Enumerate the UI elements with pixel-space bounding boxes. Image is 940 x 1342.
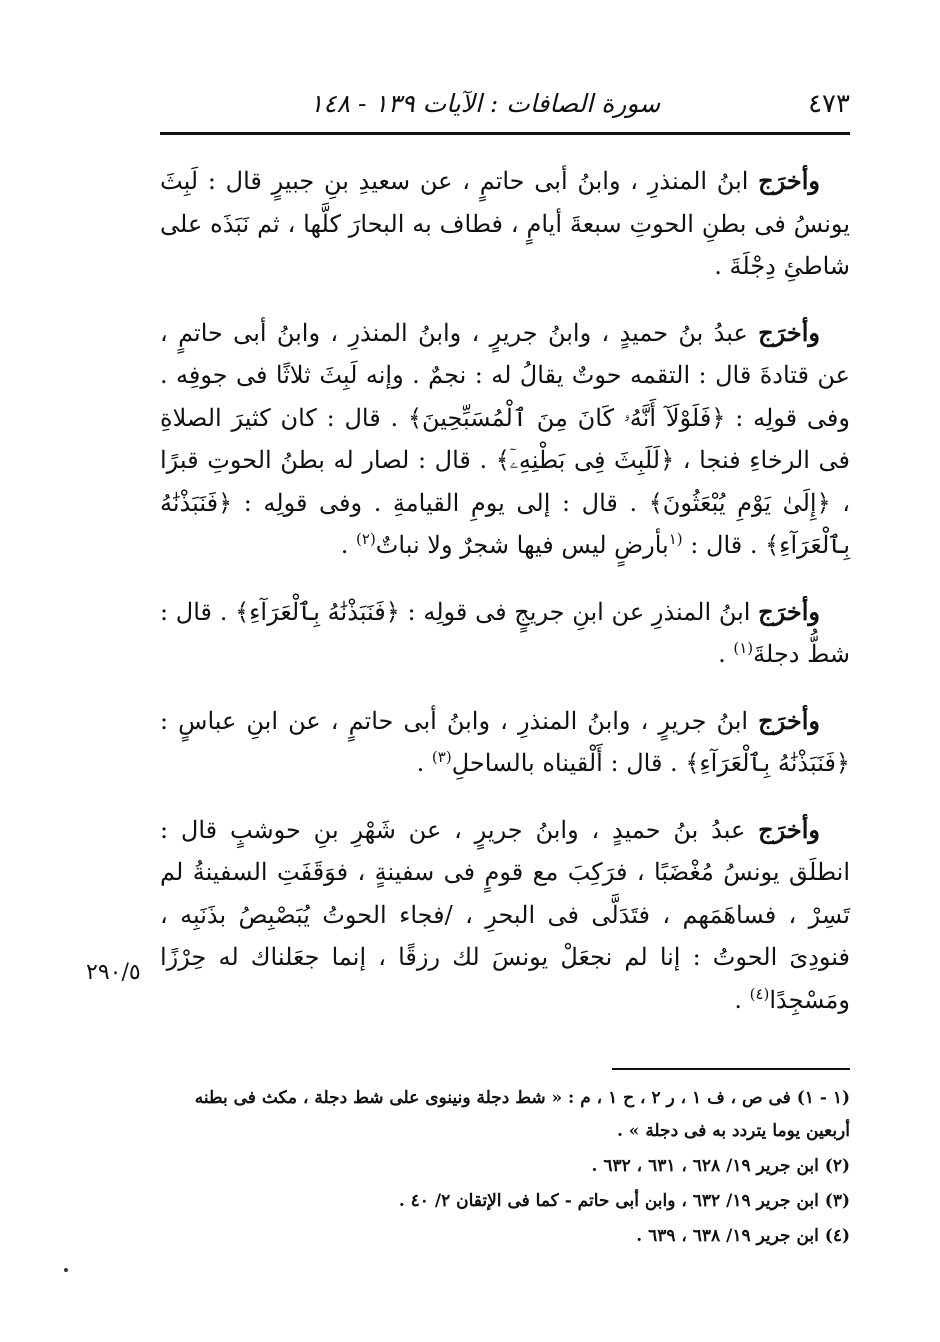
footnote-ref: (١ [668,530,683,548]
paragraph-text: . قال : لصار له بطنُ الحوتِ قبرًا ، [160,446,851,517]
quran-quote: ﴿فَنَبَذْنَٰهُ بِٱلْعَرَآءِ﴾ [235,597,400,626]
paragraph-lead: وأخرَج [758,814,820,844]
header-rule [160,132,850,135]
footnote-ref: (١) [733,639,754,657]
footnote-ref: (٣) [431,748,452,766]
paragraph-2 [160,312,850,567]
paragraph-lead: وأخرَج [758,166,820,195]
paragraph-5 [160,809,850,1022]
paragraph-1 [160,160,850,288]
paragraph-text: عبدُ بنُ حميدٍ ، وابنُ جريرٍ ، وابنُ المنذرِ ، وابنُ أبى حاتمٍ ، عن قتادةَ قال : التقمه حوتٌ يقالُ له : نجمٌ . وإنه لَبِثَ ثلاثًا فى جوفِه . وفى قولِه : [160,318,850,432]
paragraph-text: . قال : كان كثيرَ الصلاةِ فى الرخاءِ فنجا ، [160,403,850,474]
ink-speck [64,1268,68,1272]
paragraph-text: ابنُ المنذرِ ، وابنُ أبى حاتمٍ ، عن سعيدِ بنِ جبيرٍ قال : لَبِثَ يونسُ فى بطنِ الحوتِ سبعةَ أيامٍ ، فطاف به البحارَ كلَّها ، ثم نَبَذَه على شاطئِ دِجْلَةَ . [160,167,850,280]
paragraph-text: . [416,749,432,777]
paragraph-3 [160,591,850,676]
paragraph-text: . [734,985,750,1014]
quran-quote: ﴿فَنَبَذْنَٰهُ بِٱلْعَرَآءِ﴾ [160,488,850,559]
running-title: سورة الصافات : الآيات ١٣٩ - ١٤٨ [309,89,661,118]
paragraph-text: . قال : إلى يومِ القيامةِ . وفى قولِه : [232,488,649,517]
quran-quote: ﴿فَلَوْلَآ أَنَّهُۥ كَانَ مِنَ ٱلْمُسَبِّحِينَ﴾ [407,403,726,432]
quran-quote: ﴿لَلَبِثَ فِى بَطْنِهِۦٓ﴾ [495,446,675,474]
paragraph-text: . [340,531,357,559]
paragraph-lead: وأخرَج [758,317,820,347]
paragraph-text: . قال : شطُّ دجلةَ [160,597,850,668]
paragraph-text: . قال : أَلْقيناه بالساحلِ [451,749,686,777]
footnote: (٣) ابن جرير ١٩/ ٦٣٢ ، وابن أبى حاتم - كما فى الإتقان ٢/ ٤٠ . [398,1191,850,1211]
quran-quote: ﴿إِلَىٰ يَوْمِ يُبْعَثُونَ﴾ [648,488,831,517]
paragraph-text: ابنُ المنذرِ عن ابنِ جريجٍ فى قولِه : [399,597,759,626]
paragraph-text: بأرضٍ ليس فيها شجرٌ ولا نباتٌ [375,531,669,559]
page-header [160,86,850,126]
footnote-rule [612,1068,850,1070]
paragraph-text: . [718,640,734,668]
page-number: ٤٧٣ [808,89,850,119]
footnote-ref: (٤) [749,984,770,1003]
margin-volume-page-note: ٢٩٠/٥ [86,960,141,985]
footnotes [160,1082,850,1255]
paragraph-text: ابنُ جريرٍ ، وابنُ المنذرِ ، وابنُ أبى حاتمٍ ، عن ابنِ عباسٍ : [160,706,759,735]
paragraph-text: عبدُ بنُ حميدٍ ، وابنُ جريرٍ ، عن شَهْرِ بنِ حوشبٍ قال : انطلَق يونسُ مُغْضَبًا ، فرَكِبَ مع قومٍ فى سفينةٍ ، فوَقَفَتِ السفينةُ لم تَسِرْ ، فساهَمَهم ، فتَدَلَّى فى البحرِ ، /فجاء الحوتُ يُبَصْبِصُ بذَنَبِه ، فنودِىَ الحوتُ : إنا لم نجعَلْ يونسَ لك رزقًا ، إنما جعَلناك له حِرْزًا ومَسْجِدًا [160,815,850,1014]
main-text [160,160,850,1045]
footnote: (١ - ١) فى ص ، ف ١ ، ر ٢ ، ح ١ ، م : « شط دجلة ونينوى على شط دجلة ، مكث فى بطنه أربعين يوما يتردد به فى دجلة » . [194,1088,850,1141]
paragraph-lead: وأخرَج [758,705,820,735]
paragraph-text: . قال : [682,531,766,559]
footnote: (٤) ابن جرير ١٩/ ٦٣٨ ، ٦٣٩ . [636,1226,850,1246]
footnote-ref: (٢) [356,530,376,548]
footnote: (٢) ابن جرير ١٩/ ٦٢٨ ، ٦٣١ ، ٦٣٢ . [591,1156,850,1176]
paragraph-lead: وأخرَج [758,596,820,626]
quran-quote: ﴿فَنَبَذْنَٰهُ بِٱلْعَرَآءِ﴾ [685,749,850,777]
paragraph-4 [160,700,850,785]
